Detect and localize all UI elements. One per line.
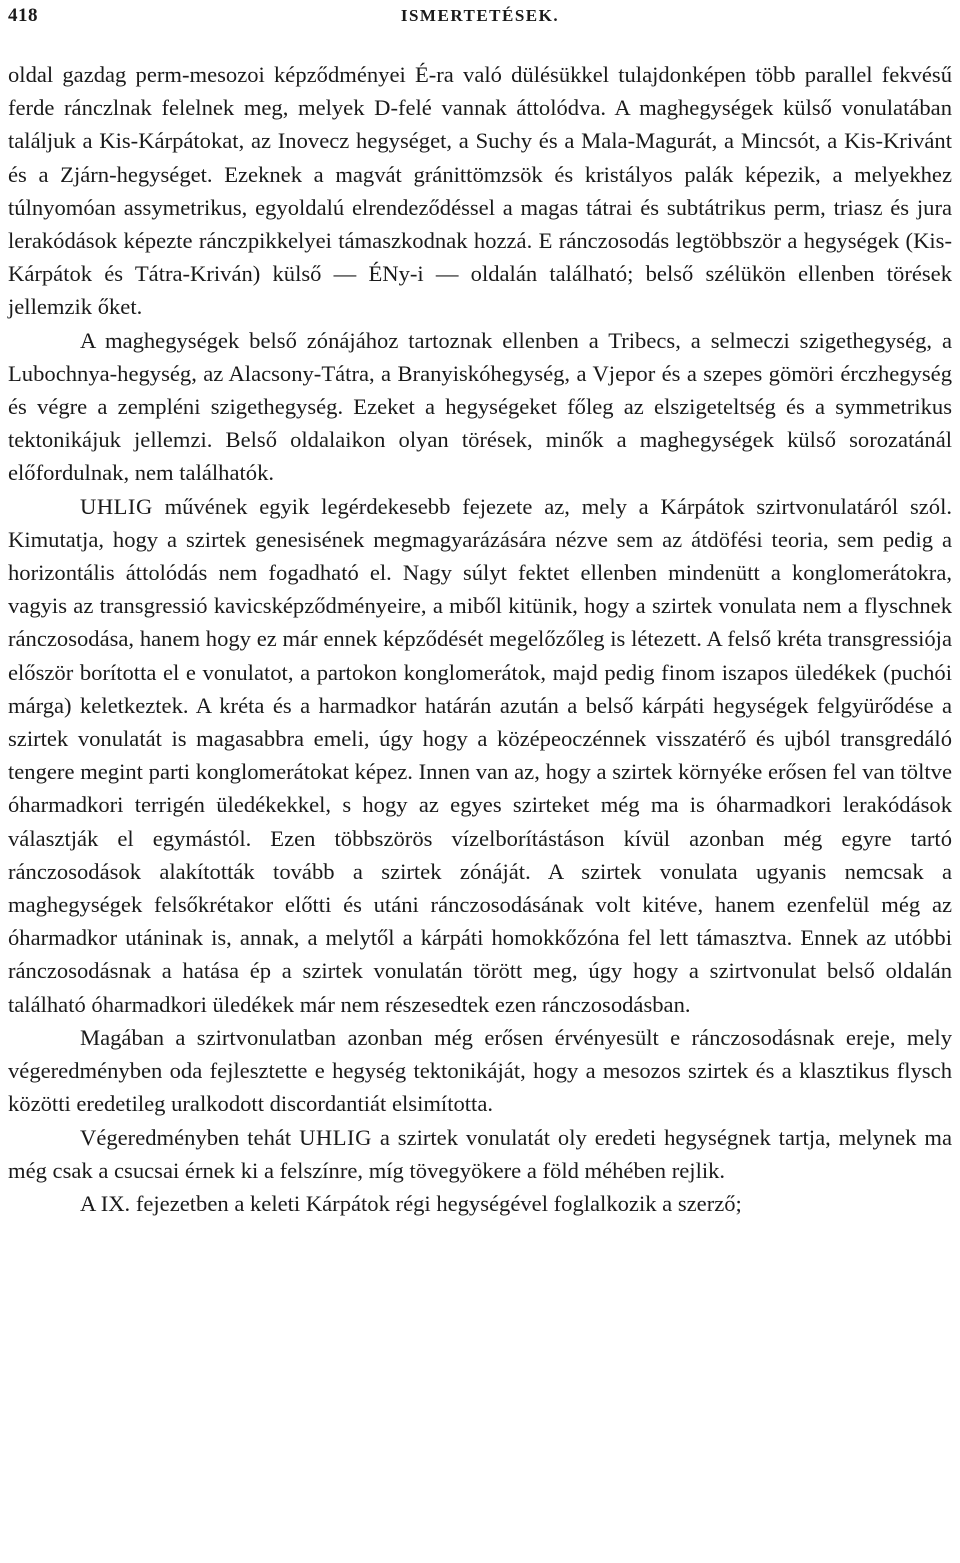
running-title: ISMERTETÉSEK. bbox=[400, 6, 560, 25]
author-name-uhlig: UHLIG bbox=[299, 1124, 372, 1150]
paragraph-2-text: A maghegységek belső zónájához tartoznak ellenben a Tribecs, a selmeczi szigethegység, a Lubochnya-hegység, az Alacsony-Tátra, a Branyiskóhegység, a Vjepor és a szepes gömöri érczhegység és végre a zempléni szigethegység. Ezeket a hegységeket főleg az elszigeteltség és a symmetrikus tektonikájuk jellemzi. Belső oldalaikon olyan törések, minők a maghegységek külső sorozatánál előfordulnak, nem találhatók. bbox=[8, 327, 952, 486]
paragraph-6-text: A IX. fejezetben a keleti Kárpátok régi hegységével foglalkozik a szerző; bbox=[80, 1190, 742, 1216]
document-page bbox=[8, 0, 952, 1563]
paragraph-4 bbox=[8, 1021, 952, 1121]
paragraph-2 bbox=[8, 324, 952, 490]
paragraph-1 bbox=[8, 58, 952, 324]
paragraph-4-text: Magában a szirtvonulatban azonban még erősen érvényesült e ránczosodásnak ereje, mely végeredményben oda fejlesztette e hegység tektonikáját, hogy a mesozos szirtek és a klasztikus flysch közötti eredetileg uralkodott discordantiát elsimította. bbox=[8, 1024, 952, 1117]
paragraph-3 bbox=[8, 490, 952, 1021]
author-name-uhlig: UHLIG bbox=[80, 493, 153, 519]
paragraph-5-text-start: Végeredményben tehát bbox=[80, 1124, 300, 1150]
body-text bbox=[8, 58, 952, 1220]
paragraph-5 bbox=[8, 1121, 952, 1187]
page-number: 418 bbox=[8, 5, 38, 26]
paragraph-5-text-end: a szirtek vonulatát oly eredeti hegységnek tartja, melynek ma még csak a csucsai érnek ki a felszínre, míg tövegyökere a föld méhében rejlik. bbox=[8, 1124, 952, 1183]
paragraph-1-text: oldal gazdag perm-mesozoi képződményei É-ra való dülésükkel tulajdonképen több parallel fekvésű ferde ránczlnak felelnek meg, melyek D-felé vannak áttolódva. A maghegységek külső vonulatában találjuk a Kis-Kárpátokat, az Inovecz hegységet, a Suchy és a Mala-Magurát, a Mincsót, a Kis-Krivánt és a Zjárn-hegységet. Ezeknek a magvát gránittömzsök és kristályos palák képezik, a melyekhez túlnyomóan assymetrikus, egyoldalú elrendeződéssel a magas tátrai és subtátrikus perm, triasz és jura lerakódások képezte ránczpikkelyei támaszkodnak hozzá. E ránczosodás legtöbbször a hegységek (Kis-Kárpátok és Tátra-Kriván) külső — ÉNy-i — oldalán található; belső szélükön ellenben törések jellemzik őket. bbox=[8, 62, 952, 320]
paragraph-6 bbox=[8, 1187, 952, 1220]
running-header bbox=[8, 2, 952, 30]
paragraph-3-text: művének egyik legérdekesebb fejezete az, mely a Kárpátok szirtvonulatáról szól. Kimutatja, hogy a szirtek genesisének megmagyarázására nézve sem az átdöfési teoria, sem pedig a horizontális áttolódás nem fogadható el. Nagy súlyt fektet ellenben mindenütt a konglomerátokra, vagyis az transgressió kavicsképződményeire, a miből kitünik, hogy a szirtek vonulata nem a flyschnek ránczosodása, hanem hogy ez már ennek képződését megelőzőleg is létezett. A felső kréta transgressiója először borította el e vonulatot, a partokon konglomerátok, majd pedig finom iszapos üledékek (puchói márga) keletkeztek. A kréta és a harmadkor határán azután a belső kárpáti hegységek felgyürődése a szirtek vonulatát is magasabbra emeli, úgy hogy a középeoczénnek visszatérő és ujból transgredáló tengere megint parti konglomerátokat képez. Innen van az, hogy a szirtek környéke erősen fel van töltve óharmadkori terrigén üledékekkel, s hogy az egyes szirteket még ma is óharmadkori lerakódások választják el egymástól. Ezen többszörös vízelborítástáson kívül azonban még egyre tartó ránczosodások alakították tovább a szirtek zónáját. A szirtek vonulata ugyanis nemcsak a maghegységek felsőkrétakor előtti és utáni ránczosodásának volt kitéve, hanem ezenfelül még az óharmadkor utáninak is, annak, a melytől a kárpáti homokkőzóna fel lett támasztva. Ennek az utóbbi ránczosodásnak a hatása ép a szirtek vonulatán törött meg, úgy hogy a szirtvonulat belső oldalán található óharmadkori üledékek már nem részesedtek ezen ránczosodásban. bbox=[8, 493, 952, 1017]
